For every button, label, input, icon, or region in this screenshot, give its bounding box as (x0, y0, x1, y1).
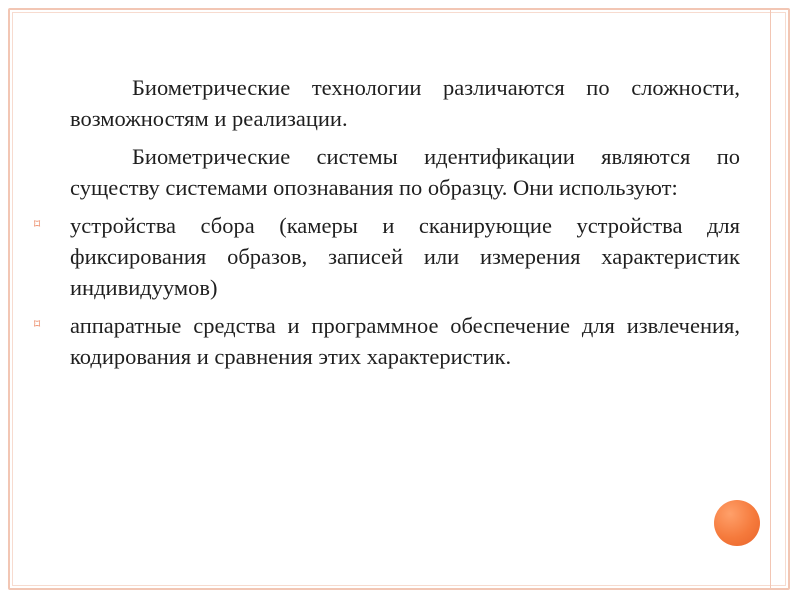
orange-bullet-icon: ⌑ (34, 217, 41, 231)
paragraph-2: Биометрические системы идентификации являются по существу системами опознавания по образцу. Они используют: (70, 144, 740, 200)
orange-circle-icon (714, 500, 760, 546)
bullet-text-2: аппаратные средства и программное обеспечение для извлечения, кодирования и сравнения этих характеристик. (70, 313, 740, 369)
paragraph-1: Биометрические технологии различаются по сложности, возможностям и реализации. (70, 75, 740, 131)
frame-right-line (770, 8, 771, 590)
bullet-item-1 (34, 210, 740, 303)
slide-body (34, 72, 740, 379)
bullet-item-2 (34, 310, 740, 372)
bullet-text-1: устройства сбора (камеры и сканирующие устройства для фиксирования образов, записей или измерения характеристик индивидуумов) (70, 213, 740, 300)
orange-bullet-icon: ⌑ (34, 317, 41, 331)
